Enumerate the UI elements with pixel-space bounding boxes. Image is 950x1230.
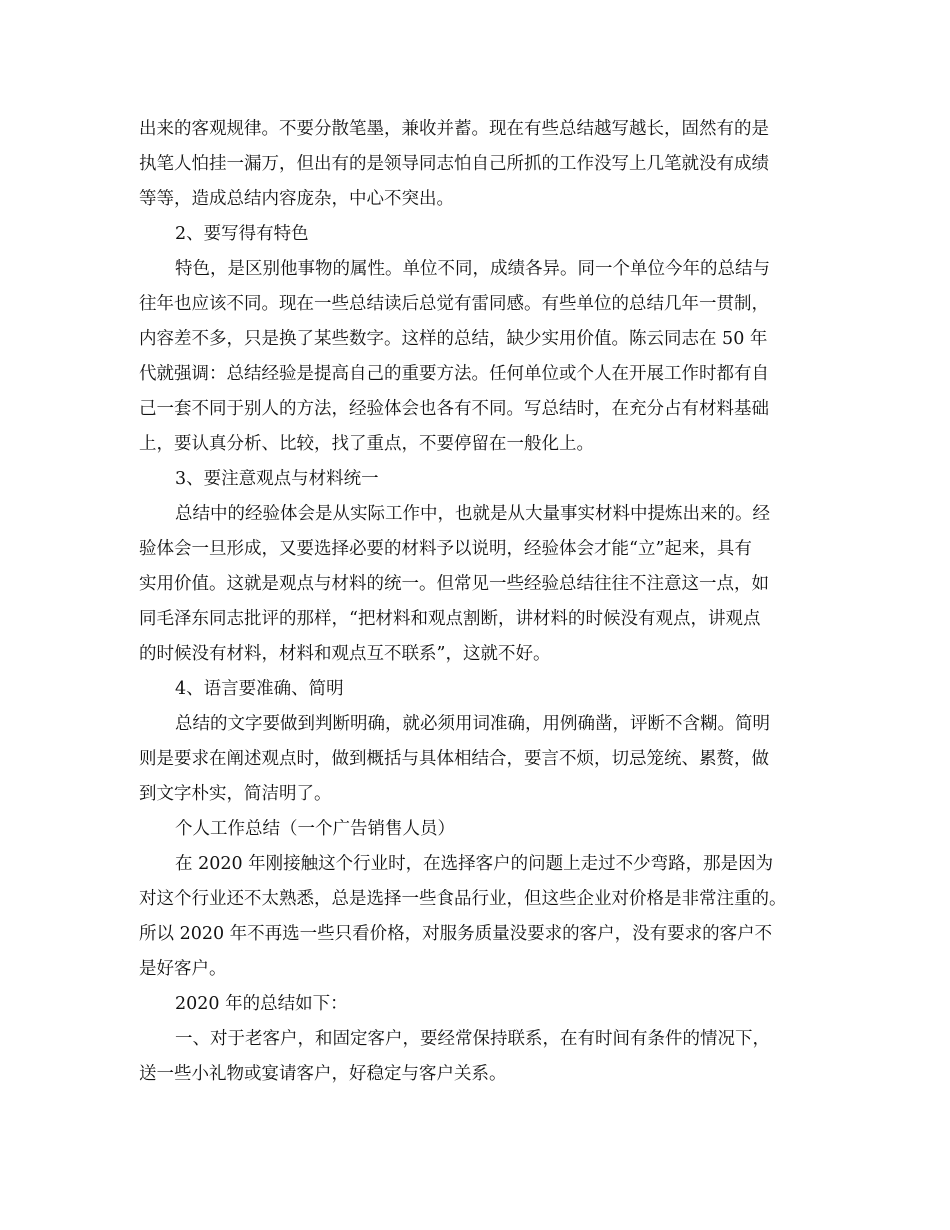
text-line: 执笔人怕挂一漏万，但出有的是领导同志怕自己所抓的工作没写上几笔就没有成绩 (139, 154, 769, 174)
section-heading: 4、语言要准确、简明 (175, 679, 344, 699)
section-heading: 个人工作总结（一个广告销售人员） (175, 819, 455, 839)
text-line: 对这个行业还不太熟悉，总是选择一些食品行业，但这些企业对价格是非常注重的。 (139, 889, 787, 909)
text-line: 等等，造成总结内容庞杂，中心不突出。 (139, 189, 454, 209)
paragraph-first-line: 一、对于老客户，和固定客户，要经常保持联系，在有时间有条件的情况下， (175, 1029, 770, 1049)
text-line: 代就强调：总结经验是提高自己的重要方法。任何单位或个人在开展工作时都有自 (139, 364, 769, 384)
section-heading: 2、要写得有特色 (175, 224, 309, 244)
text-line: 所以 2020 年不再选一些只看价格，对服务质量没要求的客户，没有要求的客户不 (139, 924, 773, 944)
text-line: 到文字朴实，简洁明了。 (139, 784, 332, 804)
text-line: 往年也应该不同。现在一些总结读后总觉有雷同感。有些单位的总结几年一贯制， (139, 294, 769, 314)
section-heading: 3、要注意观点与材料统一 (175, 469, 379, 489)
paragraph-first-line: 总结中的经验体会是从实际工作中，也就是从大量事实材料中提炼出来的。经 (175, 504, 770, 524)
paragraph-first-line: 在 2020 年刚接触这个行业时，在选择客户的问题上走过不少弯路，那是因为 (175, 854, 774, 874)
paragraph-first-line: 特色，是区别他事物的属性。单位不同，成绩各异。同一个单位今年的总结与 (175, 259, 770, 279)
text-line: 同毛泽东同志批评的那样，“把材料和观点割断，讲材料的时候没有观点，讲观点 (139, 609, 761, 629)
text-line: 上，要认真分析、比较，找了重点，不要停留在一般化上。 (139, 434, 594, 454)
section-heading: 2020 年的总结如下： (175, 994, 348, 1014)
text-line: 实用价值。这就是观点与材料的统一。但常见一些经验总结往往不注意这一点，如 (139, 574, 769, 594)
text-line: 的时候没有材料，材料和观点互不联系”，这就不好。 (139, 644, 551, 664)
text-line: 送一些小礼物或宴请客户，好稳定与客户关系。 (139, 1064, 507, 1084)
document-body (139, 112, 819, 1092)
text-line: 验体会一旦形成，又要选择必要的材料予以说明，经验体会才能“立”起来，具有 (139, 539, 752, 559)
paragraph-first-line: 总结的文字要做到判断明确，就必须用词准确，用例确凿，评断不含糊。简明 (175, 714, 770, 734)
text-line: 出来的客观规律。不要分散笔墨，兼收并蓄。现在有些总结越写越长，固然有的是 (139, 119, 769, 139)
text-line: 是好客户。 (139, 959, 227, 979)
text-line: 己一套不同于别人的方法，经验体会也各有不同。写总结时，在充分占有材料基础 (139, 399, 769, 419)
text-line: 则是要求在阐述观点时，做到概括与具体相结合，要言不烦，切忌笼统、累赘，做 (139, 749, 769, 769)
text-line: 内容差不多，只是换了某些数字。这样的总结，缺少实用价值。陈云同志在 50 年 (139, 329, 768, 349)
